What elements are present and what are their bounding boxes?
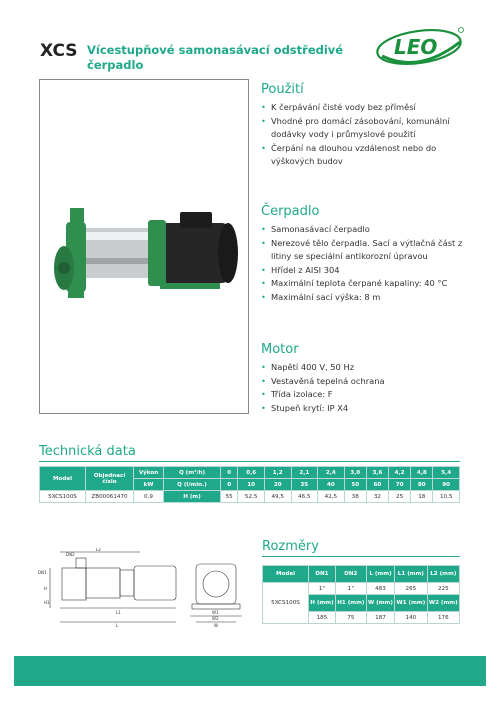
header-cell: W2 (mm) bbox=[427, 595, 459, 612]
header-cell: 90 bbox=[433, 479, 460, 491]
drawing-label: DN1 bbox=[38, 570, 47, 575]
table-cell: 18 bbox=[411, 491, 433, 503]
drawing-label: L2 bbox=[96, 548, 101, 552]
pump-illustration bbox=[40, 80, 248, 413]
table-cell: 185 bbox=[309, 612, 336, 624]
dimensions-table bbox=[262, 565, 460, 624]
table-row bbox=[263, 583, 460, 595]
table-cell: 176 bbox=[427, 612, 459, 624]
header-cell: 4,8 bbox=[411, 467, 433, 479]
list-item: • Maximální teplota čerpané kapaliny: 40 °C bbox=[261, 277, 466, 291]
table-row bbox=[263, 566, 460, 583]
drawing-label: L bbox=[116, 623, 119, 628]
table-row bbox=[40, 467, 460, 479]
footer-bar bbox=[14, 656, 486, 686]
header-cell: 5,4 bbox=[433, 467, 460, 479]
usage-title: Použití bbox=[261, 82, 304, 97]
table-row bbox=[40, 491, 460, 503]
svg-text:LEO: LEO bbox=[394, 35, 438, 59]
table-cell: 0,9 bbox=[134, 491, 164, 503]
header-cell: Objednací číslo bbox=[86, 467, 134, 491]
drawing-label: W2 bbox=[212, 616, 219, 621]
list-item: • Třída izolace: F bbox=[261, 388, 466, 402]
header-cell: 0,6 bbox=[238, 467, 265, 479]
table-cell: 55 bbox=[221, 491, 238, 503]
table-cell: 5XCS100S bbox=[263, 583, 309, 624]
header-cell: W (mm) bbox=[366, 595, 394, 612]
header-cell: L2 (mm) bbox=[427, 566, 459, 583]
list-item: • Hřídel z AISI 304 bbox=[261, 264, 466, 278]
header-cell: Q (m³/h) bbox=[164, 467, 221, 479]
header-cell: Model bbox=[40, 467, 86, 491]
list-item: • Stupeň krytí: IP X4 bbox=[261, 402, 466, 416]
table-cell: 5XCS100S bbox=[40, 491, 86, 503]
header-cell: 0 bbox=[221, 479, 238, 491]
table-cell: 1" bbox=[309, 583, 336, 595]
table-cell: 483 bbox=[366, 583, 394, 595]
table-cell: 225 bbox=[427, 583, 459, 595]
table-cell: 140 bbox=[395, 612, 427, 624]
product-code: XCS bbox=[40, 41, 78, 61]
table-cell: 25 bbox=[389, 491, 411, 503]
header-cell: DN2 bbox=[335, 566, 366, 583]
header-cell: 35 bbox=[291, 479, 318, 491]
header-cell: kW bbox=[134, 479, 164, 491]
pump-title: Čerpadlo bbox=[261, 204, 320, 219]
table-cell: ZB00061470 bbox=[86, 491, 134, 503]
header-cell: Model bbox=[263, 566, 309, 583]
divider bbox=[39, 461, 460, 462]
list-item: • Nerezové tělo čerpadla. Sací a výtlačná část z litiny se speciální antikorozní úpravou bbox=[261, 237, 466, 264]
header-cell: L1 (mm) bbox=[395, 566, 427, 583]
table-cell: 32 bbox=[366, 491, 388, 503]
dimensions-title: Rozměry bbox=[262, 539, 319, 554]
drawing-label: L1 bbox=[116, 610, 121, 615]
header-cell: 60 bbox=[366, 479, 388, 491]
motor-list bbox=[261, 361, 466, 415]
header-cell: DN1 bbox=[309, 566, 336, 583]
list-item: • Napětí 400 V, 50 Hz bbox=[261, 361, 466, 375]
list-item: • Maximální sací výška: 8 m bbox=[261, 291, 466, 305]
usage-list bbox=[261, 101, 466, 169]
pump-list bbox=[261, 223, 466, 304]
header-cell: H (mm) bbox=[309, 595, 336, 612]
table-cell: 52,5 bbox=[238, 491, 265, 503]
tech-data-title: Technická data bbox=[39, 444, 136, 459]
drawing-label: H bbox=[44, 586, 48, 591]
header-cell: Q (l/min.) bbox=[164, 479, 221, 491]
product-title: Vícestupňové samonasávací odstředivé čerpadlo bbox=[87, 43, 344, 72]
header-cell: H (m) bbox=[164, 491, 221, 503]
list-item: • K čerpávání čisté vody bez příměsí bbox=[261, 101, 466, 115]
header-cell: 50 bbox=[344, 479, 366, 491]
motor-title: Motor bbox=[261, 342, 299, 357]
product-photo-frame bbox=[39, 79, 249, 414]
header-cell: 4,2 bbox=[389, 467, 411, 479]
divider bbox=[262, 556, 460, 557]
header-cell: H1 (mm) bbox=[335, 595, 366, 612]
tech-data-table bbox=[39, 466, 460, 503]
header-cell: 2,1 bbox=[291, 467, 318, 479]
header-cell: W1 (mm) bbox=[395, 595, 427, 612]
list-item: • Samonasávací čerpadlo bbox=[261, 223, 466, 237]
table-cell: 75 bbox=[335, 612, 366, 624]
list-item: • Vestavěná tepelná ochrana bbox=[261, 375, 466, 389]
dimension-drawing bbox=[36, 548, 246, 628]
header-cell: 3,6 bbox=[366, 467, 388, 479]
header-cell: 1,2 bbox=[264, 467, 291, 479]
table-cell: 42,5 bbox=[318, 491, 345, 503]
table-cell: 1" bbox=[335, 583, 366, 595]
header-cell: 40 bbox=[318, 479, 345, 491]
header-cell: 3,0 bbox=[344, 467, 366, 479]
list-item: • Čerpání na dlouhou vzdálenost nebo do výškových budov bbox=[261, 142, 466, 169]
drawing-label: W1 bbox=[212, 610, 219, 615]
table-cell: 46,5 bbox=[291, 491, 318, 503]
drawing-label: H1 bbox=[44, 600, 50, 605]
header-cell: 2,4 bbox=[318, 467, 345, 479]
table-cell: 187 bbox=[366, 612, 394, 624]
drawing-label: W bbox=[214, 623, 218, 628]
table-cell: 10,5 bbox=[433, 491, 460, 503]
header-cell: 20 bbox=[264, 479, 291, 491]
header-cell: 70 bbox=[389, 479, 411, 491]
header-cell: 80 bbox=[411, 479, 433, 491]
table-cell: 265 bbox=[395, 583, 427, 595]
header-cell: 10 bbox=[238, 479, 265, 491]
drawing-label: DN2 bbox=[66, 552, 75, 557]
header-cell: 0 bbox=[221, 467, 238, 479]
header-cell: L (mm) bbox=[366, 566, 394, 583]
table-cell: 38 bbox=[344, 491, 366, 503]
leo-logo bbox=[372, 22, 467, 72]
header-cell: Výkon bbox=[134, 467, 164, 479]
list-item: • Vhodné pro domácí zásobování, komunální dodávky vody i průmyslové použití bbox=[261, 115, 466, 142]
table-cell: 49,5 bbox=[264, 491, 291, 503]
